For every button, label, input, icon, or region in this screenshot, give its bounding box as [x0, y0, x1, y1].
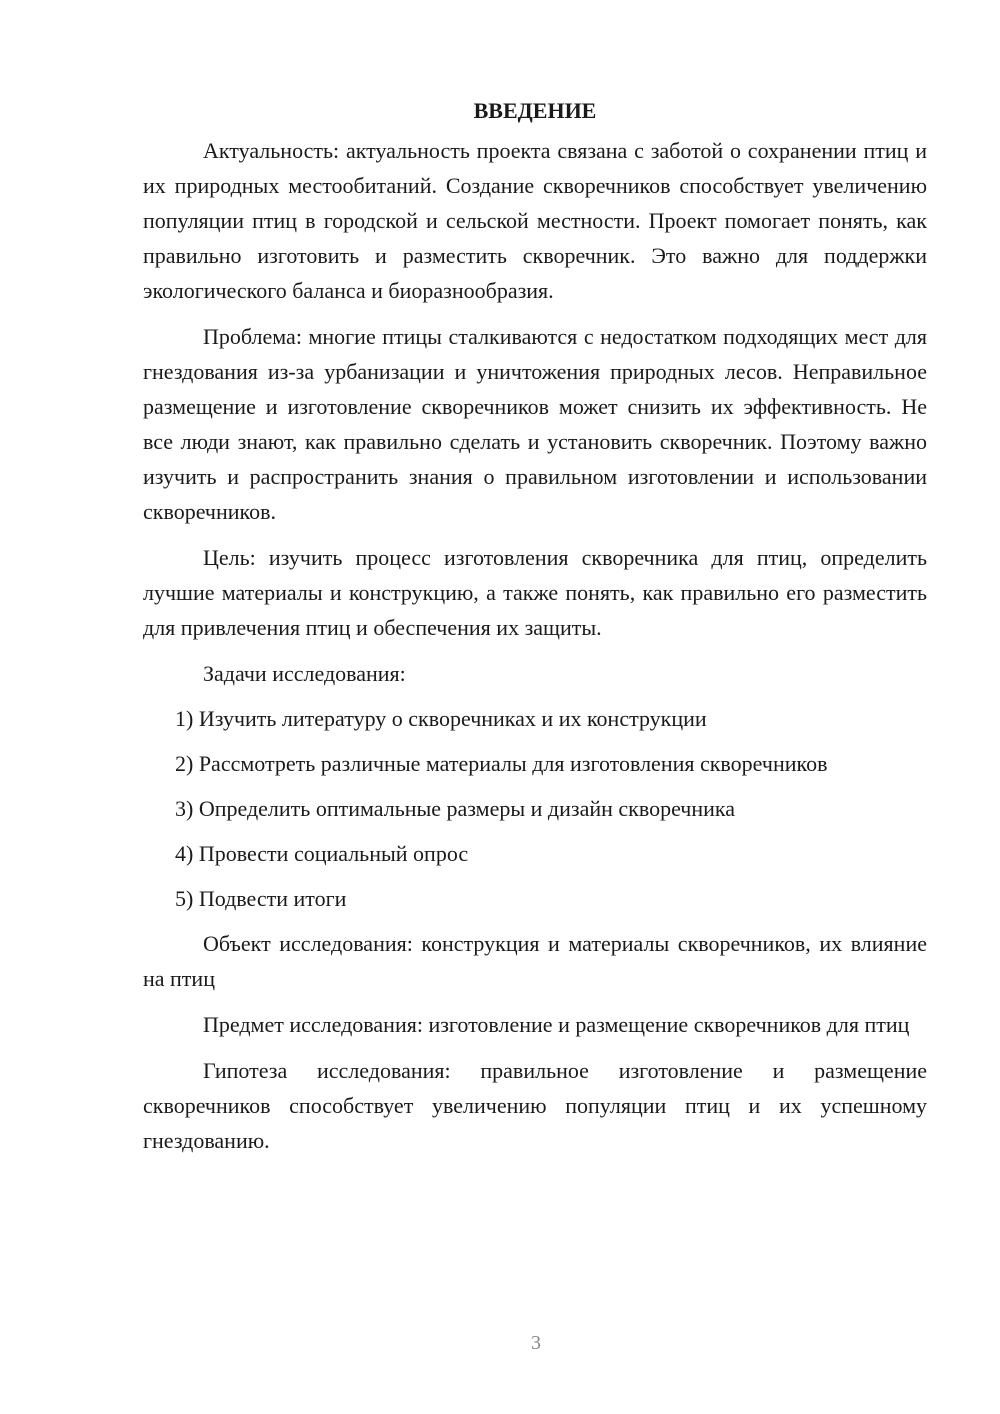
- section-title: ВВЕДЕНИЕ: [473, 98, 597, 123]
- task-item: 1) Изучить литературу о скворечниках и их конструкции: [175, 706, 707, 731]
- object-paragraph: Объект исследования: конструкция и материалы скворечников, их влияние на птиц: [143, 931, 927, 991]
- task-item: 4) Провести социальный опрос: [175, 841, 469, 866]
- task-item: 3) Определить оптимальные размеры и дизайн скворечника: [175, 796, 736, 821]
- page-content: [143, 93, 927, 1169]
- goal-paragraph: Цель: изучить процесс изготовления скворечника для птиц, определить лучшие материалы и конструкцию, а также понять, как правильно его разместить для привлечения птиц и обеспечения их защиты.: [143, 545, 927, 640]
- relevance-paragraph: Актуальность: актуальность проекта связана с заботой о сохранении птиц и их природных местообитаний. Создание скворечников способствует увеличению популяции птиц в городской и сельской местности. Проект помогает понять, как правильно изготовить и разместить скворечник. Это важно для поддержки экологического баланса и биоразнообразия.: [143, 138, 927, 303]
- task-list: [143, 701, 927, 916]
- problem-paragraph: Проблема: многие птицы сталкиваются с недостатком подходящих мест для гнездования из-за урбанизации и уничтожения природных лесов. Неправильное размещение и изготовление скворечников может снизить их эффективность. Не все люди знают, как правильно сделать и установить скворечник. Поэтому важно изучить и распространить знания о правильном изготовлении и использовании скворечников.: [143, 324, 927, 524]
- subject-paragraph: Предмет исследования: изготовление и размещение скворечников для птиц: [203, 1012, 910, 1037]
- task-item: 5) Подвести итоги: [175, 886, 347, 911]
- page-number: 3: [531, 1332, 541, 1354]
- hypothesis-paragraph: Гипотеза исследования: правильное изготовление и размещение скворечников способствует увеличению популяции птиц и их успешному гнездованию.: [143, 1058, 927, 1153]
- tasks-heading: Задачи исследования:: [203, 661, 406, 686]
- task-item: 2) Рассмотреть различные материалы для изготовления скворечников: [175, 751, 828, 776]
